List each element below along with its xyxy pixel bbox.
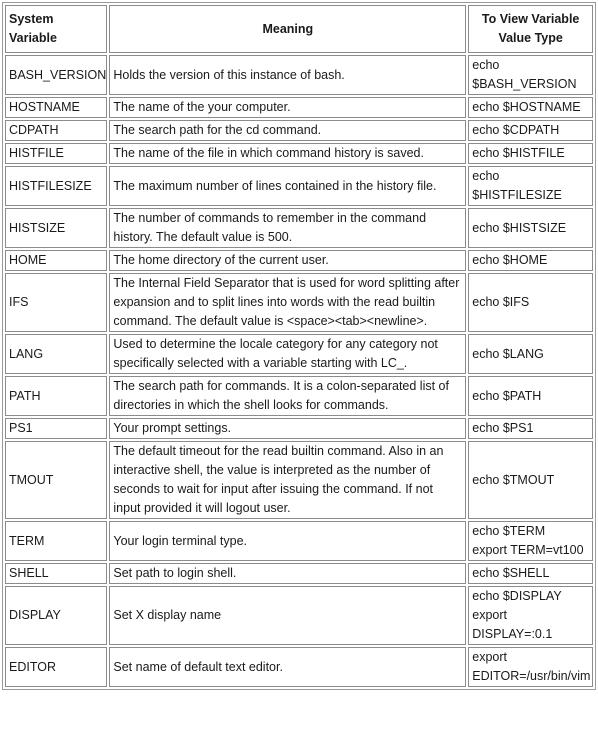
- header-system-variable: System Variable: [5, 5, 107, 53]
- variable-name-cell: LANG: [5, 334, 107, 374]
- table-row: [5, 97, 593, 118]
- meaning-cell: Set path to login shell.: [109, 563, 466, 584]
- header-meaning: Meaning: [109, 5, 466, 53]
- table-row: [5, 166, 593, 206]
- meaning-cell: Set name of default text editor.: [109, 647, 466, 687]
- variable-name-cell: TERM: [5, 521, 107, 561]
- table-row: [5, 563, 593, 584]
- meaning-cell: The Internal Field Separator that is used for word splitting after expansion and to split lines into words with the read builtin command. The default value is <space><tab><newline>.: [109, 273, 466, 332]
- meaning-cell: The number of commands to remember in the command history. The default value is 500.: [109, 208, 466, 248]
- view-command-cell: echo $TERM export TERM=vt100: [468, 521, 593, 561]
- view-command-cell: echo $DISPLAY export DISPLAY=:0.1: [468, 586, 593, 645]
- table-row: [5, 418, 593, 439]
- view-command-cell: echo $PS1: [468, 418, 593, 439]
- variable-name-cell: HISTSIZE: [5, 208, 107, 248]
- table-row: [5, 120, 593, 141]
- meaning-cell: Holds the version of this instance of bash.: [109, 55, 466, 95]
- variable-name-cell: IFS: [5, 273, 107, 332]
- system-variables-table: [2, 2, 596, 690]
- variable-name-cell: CDPATH: [5, 120, 107, 141]
- meaning-cell: Used to determine the locale category for any category not specifically selected with a variable starting with LC_.: [109, 334, 466, 374]
- table-row: [5, 441, 593, 519]
- table-row: [5, 647, 593, 687]
- table-row: [5, 586, 593, 645]
- table-row: [5, 334, 593, 374]
- table-body: [5, 55, 593, 687]
- meaning-cell: Your prompt settings.: [109, 418, 466, 439]
- table-row: [5, 208, 593, 248]
- table-row: [5, 143, 593, 164]
- view-command-cell: export EDITOR=/usr/bin/vim: [468, 647, 593, 687]
- meaning-cell: The name of the your computer.: [109, 97, 466, 118]
- meaning-cell: The name of the file in which command history is saved.: [109, 143, 466, 164]
- table-row: [5, 273, 593, 332]
- variable-name-cell: PATH: [5, 376, 107, 416]
- view-command-cell: echo $HISTFILESIZE: [468, 166, 593, 206]
- variable-name-cell: PS1: [5, 418, 107, 439]
- table-header-row: [5, 5, 593, 53]
- view-command-cell: echo $BASH_VERSION: [468, 55, 593, 95]
- variable-name-cell: HOSTNAME: [5, 97, 107, 118]
- variable-name-cell: EDITOR: [5, 647, 107, 687]
- view-command-cell: echo $HISTFILE: [468, 143, 593, 164]
- meaning-cell: Your login terminal type.: [109, 521, 466, 561]
- variable-name-cell: DISPLAY: [5, 586, 107, 645]
- view-command-cell: echo $HOSTNAME: [468, 97, 593, 118]
- view-command-cell: echo $CDPATH: [468, 120, 593, 141]
- variable-name-cell: BASH_VERSION: [5, 55, 107, 95]
- view-command-cell: echo $PATH: [468, 376, 593, 416]
- meaning-cell: The home directory of the current user.: [109, 250, 466, 271]
- variable-name-cell: HISTFILESIZE: [5, 166, 107, 206]
- meaning-cell: The search path for the cd command.: [109, 120, 466, 141]
- table-row: [5, 521, 593, 561]
- view-command-cell: echo $HISTSIZE: [468, 208, 593, 248]
- view-command-cell: echo $SHELL: [468, 563, 593, 584]
- meaning-cell: Set X display name: [109, 586, 466, 645]
- variable-name-cell: HISTFILE: [5, 143, 107, 164]
- variable-name-cell: SHELL: [5, 563, 107, 584]
- variable-name-cell: TMOUT: [5, 441, 107, 519]
- view-command-cell: echo $IFS: [468, 273, 593, 332]
- table-row: [5, 376, 593, 416]
- variable-name-cell: HOME: [5, 250, 107, 271]
- view-command-cell: echo $HOME: [468, 250, 593, 271]
- view-command-cell: echo $TMOUT: [468, 441, 593, 519]
- view-command-cell: echo $LANG: [468, 334, 593, 374]
- meaning-cell: The maximum number of lines contained in the history file.: [109, 166, 466, 206]
- meaning-cell: The search path for commands. It is a colon-separated list of directories in which the shell looks for commands.: [109, 376, 466, 416]
- table-row: [5, 55, 593, 95]
- header-view-command: To View Variable Value Type: [468, 5, 593, 53]
- table-row: [5, 250, 593, 271]
- meaning-cell: The default timeout for the read builtin command. Also in an interactive shell, the value is interpreted as the number of seconds to wait for input after issuing the command. If not input provided it will logout user.: [109, 441, 466, 519]
